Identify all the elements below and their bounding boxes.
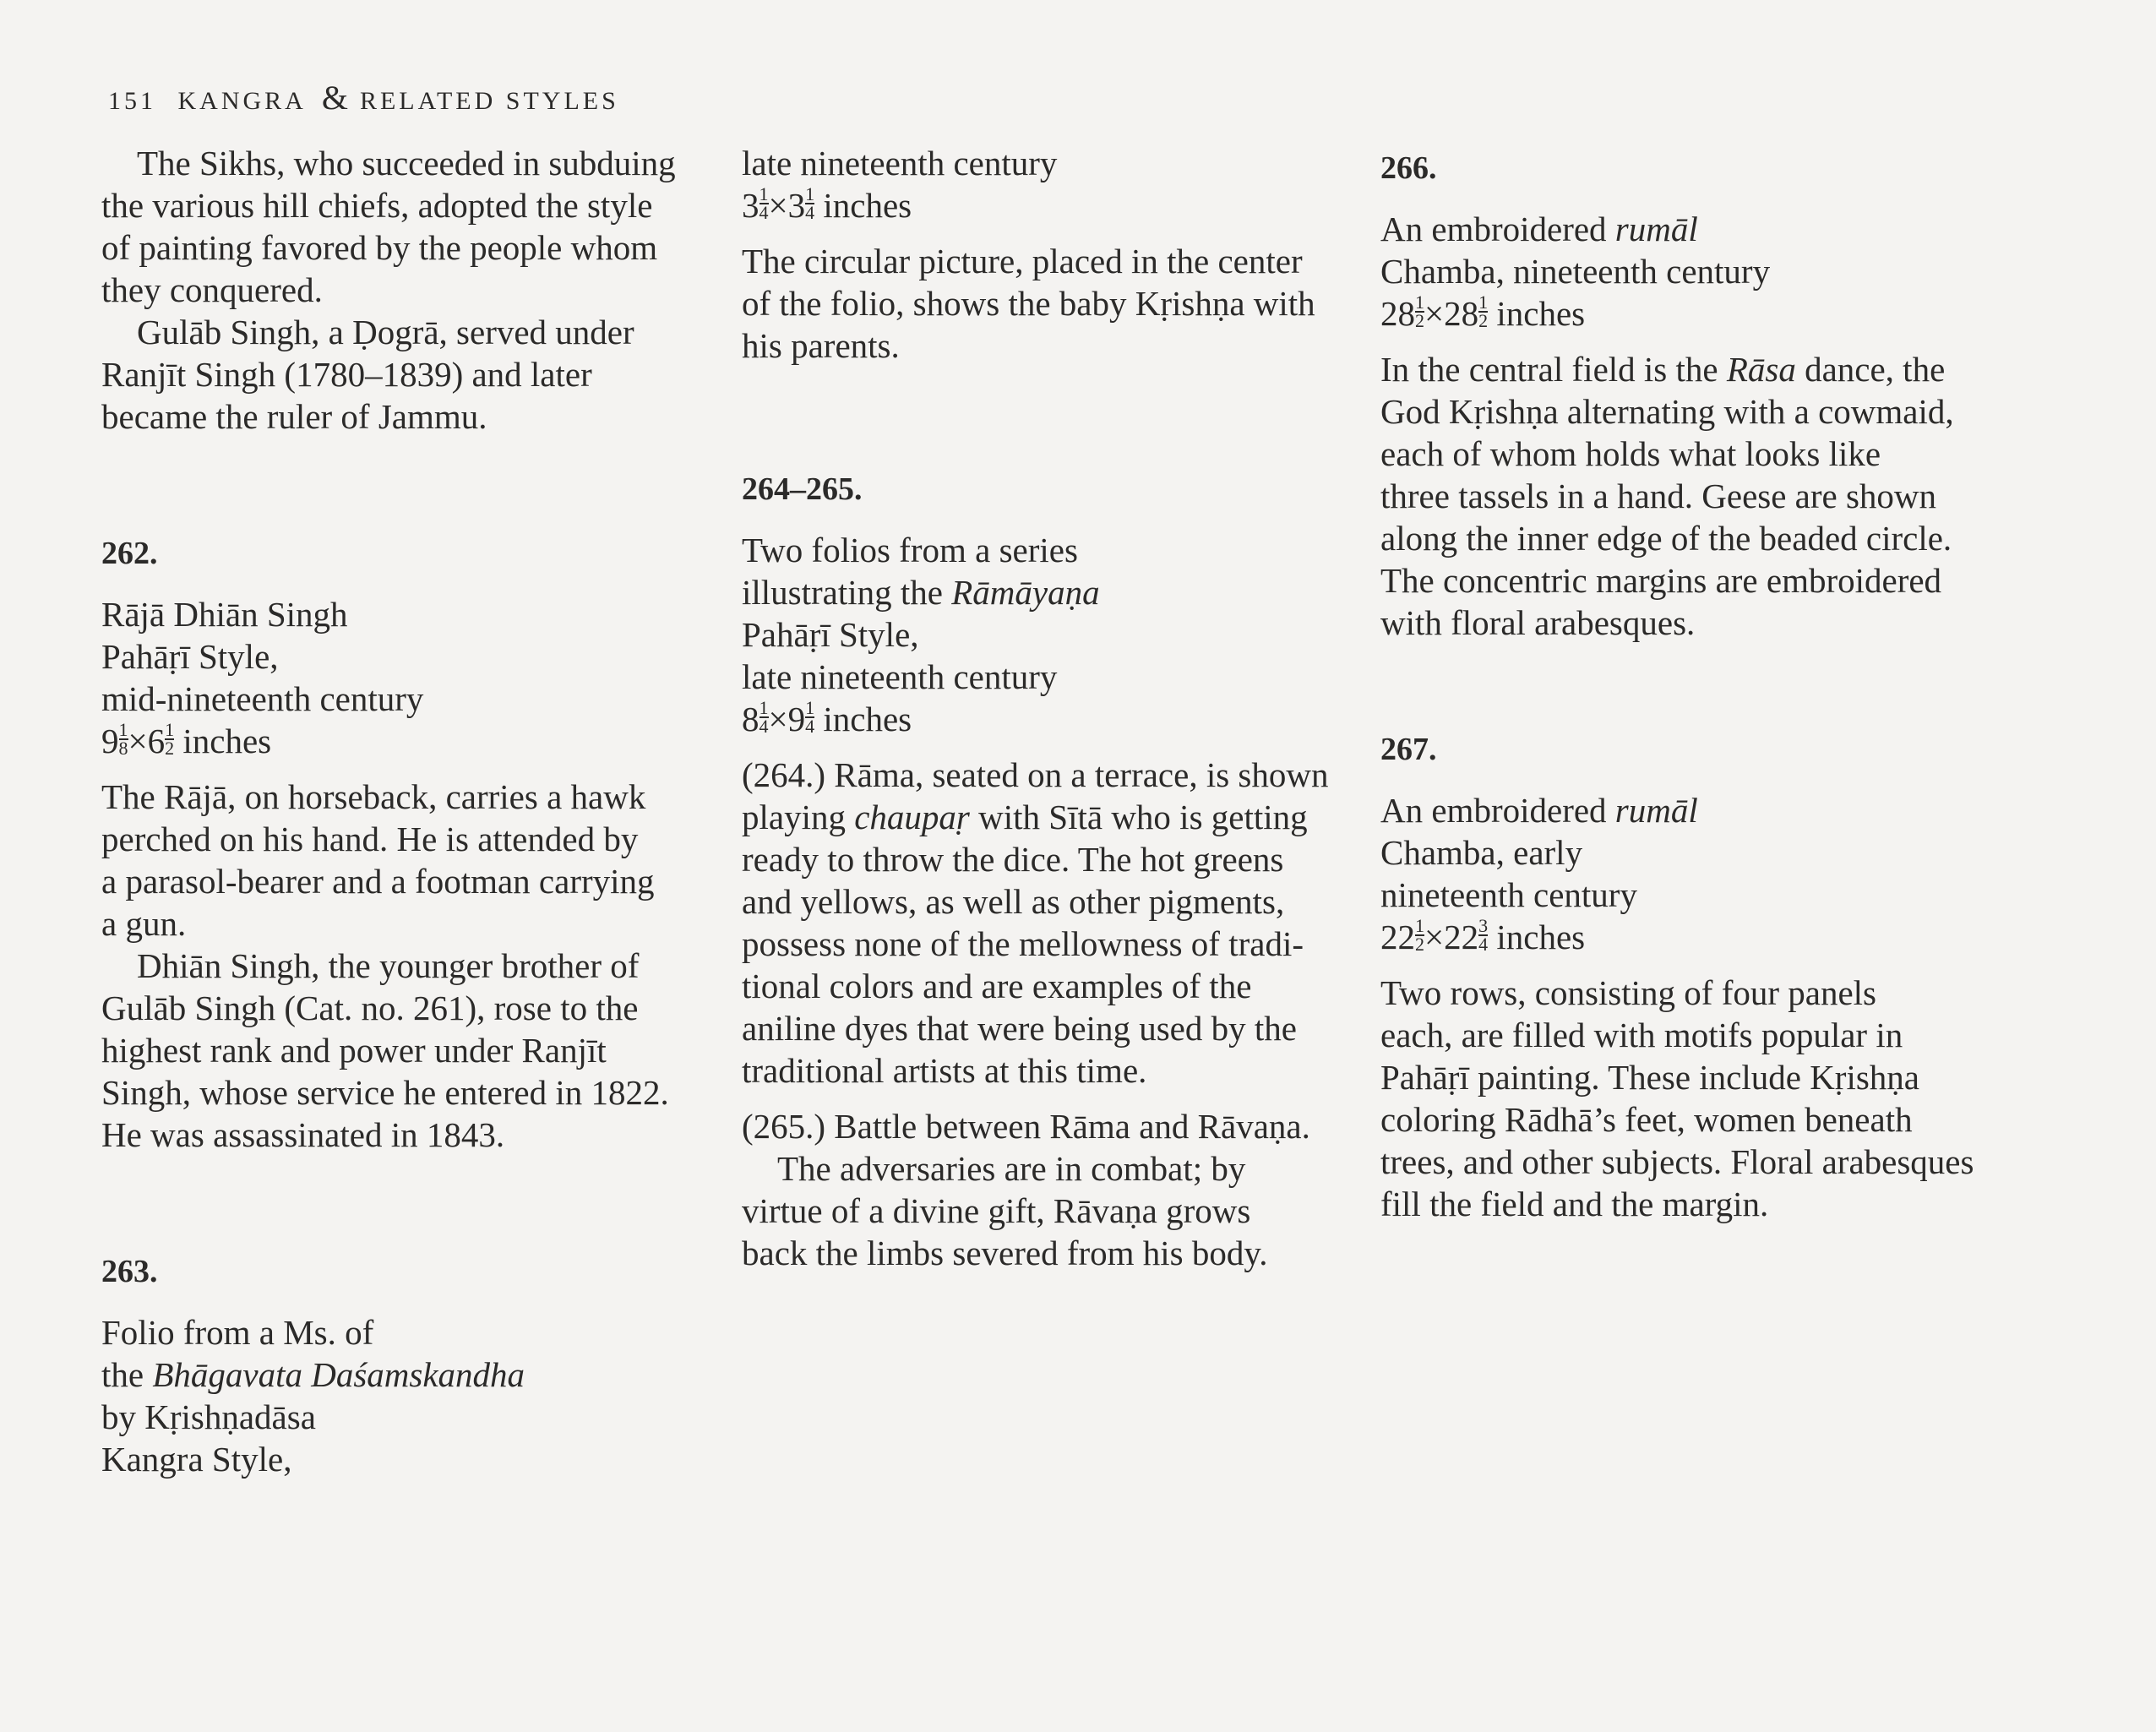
dim-unit: inches <box>182 722 272 760</box>
text-line: Pahāṛī painting. These include Kṛishṇa <box>1380 1058 1920 1097</box>
work-title: Rāmāyaṇa <box>951 573 1100 612</box>
running-head <box>108 78 619 117</box>
fraction <box>759 183 769 223</box>
intro-paragraph-1 <box>101 142 727 311</box>
caption-line: Kangra Style, <box>101 1440 292 1479</box>
caption-text: illustrating the <box>742 573 943 612</box>
caption-line <box>1380 789 2039 831</box>
fraction-numerator: 1 <box>805 183 815 204</box>
text-line: possess none of the mellowness of tradi- <box>742 924 1304 963</box>
fraction-denominator: 4 <box>805 716 815 737</box>
caption-line <box>101 1353 727 1396</box>
text-line: the various hill chiefs, adopted the style <box>101 186 653 225</box>
column-1 <box>101 142 727 1480</box>
fraction-numerator: 1 <box>1415 291 1424 313</box>
text-line: a gun. <box>101 904 187 943</box>
entry-264-description <box>742 754 1367 1092</box>
dim-unit: inches <box>823 700 912 738</box>
page-number: 151 <box>108 87 156 115</box>
text-line: Two rows, consisting of four panels <box>1380 973 1876 1012</box>
caption-line: by Kṛishṇadāsa <box>101 1397 316 1436</box>
catalog-number-262: 262. <box>101 536 158 571</box>
dim-whole: 22 <box>1444 918 1479 956</box>
artwork-title: Rājā Dhiān Singh <box>101 595 348 634</box>
fraction-numerator: 1 <box>1415 915 1424 936</box>
fraction-numerator: 1 <box>759 697 769 718</box>
fraction <box>759 697 769 737</box>
fraction-denominator: 2 <box>1415 934 1424 955</box>
entry-262-description-1 <box>101 776 727 945</box>
caption-line: Folio from a Ms. of <box>101 1313 374 1352</box>
fraction <box>165 719 175 759</box>
caption-line: nineteenth century <box>1380 875 1637 914</box>
text-line: Ranjīt Singh (1780–1839) and later <box>101 355 592 394</box>
caption-line <box>1380 208 2039 250</box>
fraction-denominator: 4 <box>805 202 815 223</box>
text-line: with floral arabesques. <box>1380 603 1696 642</box>
dance-name: Rāsa <box>1726 350 1796 389</box>
object-term: rumāl <box>1614 210 1698 248</box>
fraction-denominator: 4 <box>1478 934 1489 955</box>
fraction-denominator: 4 <box>759 716 769 737</box>
artwork-style: Pahāṛī Style, <box>742 615 919 654</box>
text-line <box>742 798 1308 836</box>
text-line: Gulāb Singh (Cat. no. 261), rose to the <box>101 989 639 1027</box>
dim-whole: 9 <box>101 722 119 760</box>
text-line: a parasol-bearer and a footman carrying <box>101 862 655 901</box>
dim-unit: inches <box>823 186 912 225</box>
dim-whole: 3 <box>787 186 806 225</box>
text-line: Singh, whose service he entered in 1822. <box>101 1073 669 1112</box>
entry-264-caption <box>742 529 1367 740</box>
fraction-numerator: 1 <box>805 697 815 718</box>
artwork-style: Pahāṛī Style, <box>101 637 279 676</box>
artwork-date: late nineteenth century <box>742 657 1058 696</box>
fraction-numerator: 1 <box>165 719 175 740</box>
fraction-numerator: 1 <box>1478 291 1489 313</box>
running-title-part1: KANGRA <box>177 87 307 115</box>
text-line: three tassels in a hand. Geese are shown <box>1380 477 1937 515</box>
caption-text: the <box>101 1355 144 1394</box>
text-line: they conquered. <box>101 270 323 309</box>
fraction <box>1478 291 1489 331</box>
text-line: The concentric margins are embroidered <box>1380 561 1942 600</box>
fraction <box>1478 915 1489 955</box>
text-line: along the inner edge of the beaded circle. <box>1380 519 1952 558</box>
fraction-numerator: 1 <box>759 183 769 204</box>
entry-263-caption-continued <box>742 142 1367 226</box>
entry-266-caption <box>1380 208 2039 335</box>
entry-262-description-2 <box>101 945 727 1156</box>
text-line: The Rājā, on horseback, carries a hawk <box>101 777 646 816</box>
fraction-numerator: 1 <box>118 719 128 740</box>
artwork-dimensions: 9 $\frac{1}{8}$ ×6 $\frac{1}{2}$ inches <box>101 719 272 760</box>
game-name: chaupaṛ <box>854 798 970 836</box>
fraction <box>805 697 815 737</box>
fraction <box>1415 915 1424 955</box>
text-line: The adversaries are in combat; by <box>777 1149 1246 1188</box>
artwork-date: mid-nineteenth century <box>101 679 424 718</box>
caption-line: Chamba, early <box>1380 833 1583 872</box>
artwork-dimensions: 8 $\frac{1}{4}$ ×9 $\frac{1}{4}$ inches <box>742 697 912 738</box>
entry-263-description <box>742 240 1367 367</box>
text-line: became the ruler of Jammu. <box>101 397 487 436</box>
artwork-dimensions: 22 $\frac{1}{2}$ ×22 $\frac{3}{4}$ inches <box>1380 915 1586 956</box>
text-line: coloring Rādhā’s feet, women beneath <box>1380 1100 1913 1139</box>
text-line: (264.) Rāma, seated on a terrace, is shown <box>742 755 1329 794</box>
entry-267-caption <box>1380 789 2039 958</box>
entry-267-description <box>1380 972 2039 1225</box>
text-line: tional colors and are examples of the <box>742 967 1252 1005</box>
fraction-denominator: 2 <box>1478 310 1489 331</box>
dim-whole: 8 <box>742 700 760 738</box>
caption-line: Chamba, nineteenth century <box>1380 252 1771 291</box>
text-line: He was assassinated in 1843. <box>101 1115 505 1154</box>
fraction <box>1415 291 1424 331</box>
catalog-number-267: 267. <box>1380 732 1437 767</box>
catalog-number-266: 266. <box>1380 150 1437 186</box>
text-line: ready to throw the dice. The hot greens <box>742 840 1284 879</box>
intro-paragraph-2 <box>101 311 727 438</box>
text: with Sītā who is getting <box>978 798 1308 836</box>
text-line: aniline dyes that were being used by the <box>742 1009 1297 1048</box>
text: In the central field is the <box>1380 350 1718 389</box>
text-line: (265.) Battle between Rāma and Rāvaṇa. <box>742 1107 1310 1146</box>
dim-whole: 6 <box>147 722 166 760</box>
text-line: The Sikhs, who succeeded in subduing <box>137 144 676 182</box>
dim-unit: inches <box>1496 918 1586 956</box>
text-line: Dhiān Singh, the younger brother of <box>137 946 640 985</box>
entry-263-caption <box>101 1311 727 1480</box>
entry-266-description <box>1380 348 2039 644</box>
fraction-denominator: 2 <box>165 738 175 759</box>
artwork-date: late nineteenth century <box>742 144 1058 182</box>
entry-265-description-2 <box>742 1147 1367 1274</box>
fraction <box>118 719 128 759</box>
text-line: each of whom holds what looks like <box>1380 434 1881 473</box>
dim-whole: 3 <box>742 186 760 225</box>
fraction <box>805 183 815 223</box>
dim-whole: 9 <box>787 700 806 738</box>
text-line: The circular picture, placed in the center <box>742 242 1303 280</box>
text-line: God Kṛishṇa alternating with a cowmaid, <box>1380 392 1954 431</box>
text-line: fill the field and the margin. <box>1380 1185 1769 1223</box>
caption-line: Two folios from a series <box>742 531 1078 569</box>
fraction-denominator: 2 <box>1415 310 1424 331</box>
text-line: and yellows, as well as other pigments, <box>742 882 1285 921</box>
text: dance, the <box>1805 350 1946 389</box>
text-line: back the limbs severed from his body. <box>742 1234 1268 1272</box>
text: playing <box>742 798 846 836</box>
caption-text: An embroidered <box>1380 791 1607 830</box>
caption-text: An embroidered <box>1380 210 1607 248</box>
artwork-dimensions: 3 $\frac{1}{4}$ ×3 $\frac{1}{4}$ inches <box>742 183 912 225</box>
text-line: his parents. <box>742 326 900 365</box>
catalog-number-263: 263. <box>101 1254 158 1289</box>
fraction-denominator: 8 <box>118 738 128 759</box>
text-line: highest rank and power under Ranjīt <box>101 1031 607 1070</box>
text-line: perched on his hand. He is attended by <box>101 820 639 858</box>
text-line: of painting favored by the people whom <box>101 228 658 267</box>
text-line: each, are filled with motifs popular in <box>1380 1016 1903 1054</box>
dim-unit: inches <box>1496 294 1586 333</box>
column-3 <box>1380 142 2039 1225</box>
text-line: trees, and other subjects. Floral arabesques <box>1380 1142 1974 1181</box>
column-2 <box>742 142 1367 1274</box>
entry-265-description-1 <box>742 1105 1367 1147</box>
dim-whole: 22 <box>1380 918 1415 956</box>
object-term: rumāl <box>1614 791 1698 830</box>
running-title-ampersand: & <box>321 79 348 117</box>
text-line: traditional artists at this time. <box>742 1051 1147 1090</box>
text-line: of the folio, shows the baby Kṛishṇa with <box>742 284 1315 323</box>
dim-whole: 28 <box>1380 294 1415 333</box>
artwork-dimensions: 28 $\frac{1}{2}$ ×28 $\frac{1}{2}$ inches <box>1380 291 1586 333</box>
text-line <box>1380 350 1945 389</box>
catalog-number-264-265: 264–265. <box>742 471 863 507</box>
dim-whole: 28 <box>1444 294 1479 333</box>
manuscript-title: Bhāgavata Daśamskandha <box>152 1355 525 1394</box>
fraction-numerator: 3 <box>1478 915 1489 936</box>
text-line: virtue of a divine gift, Rāvaṇa grows <box>742 1191 1251 1230</box>
fraction-denominator: 4 <box>759 202 769 223</box>
entry-262-caption <box>101 593 727 762</box>
running-title-part2: RELATED STYLES <box>359 87 619 115</box>
caption-line <box>742 571 1367 613</box>
text-line: Gulāb Singh, a Ḍogrā, served under <box>137 313 634 351</box>
